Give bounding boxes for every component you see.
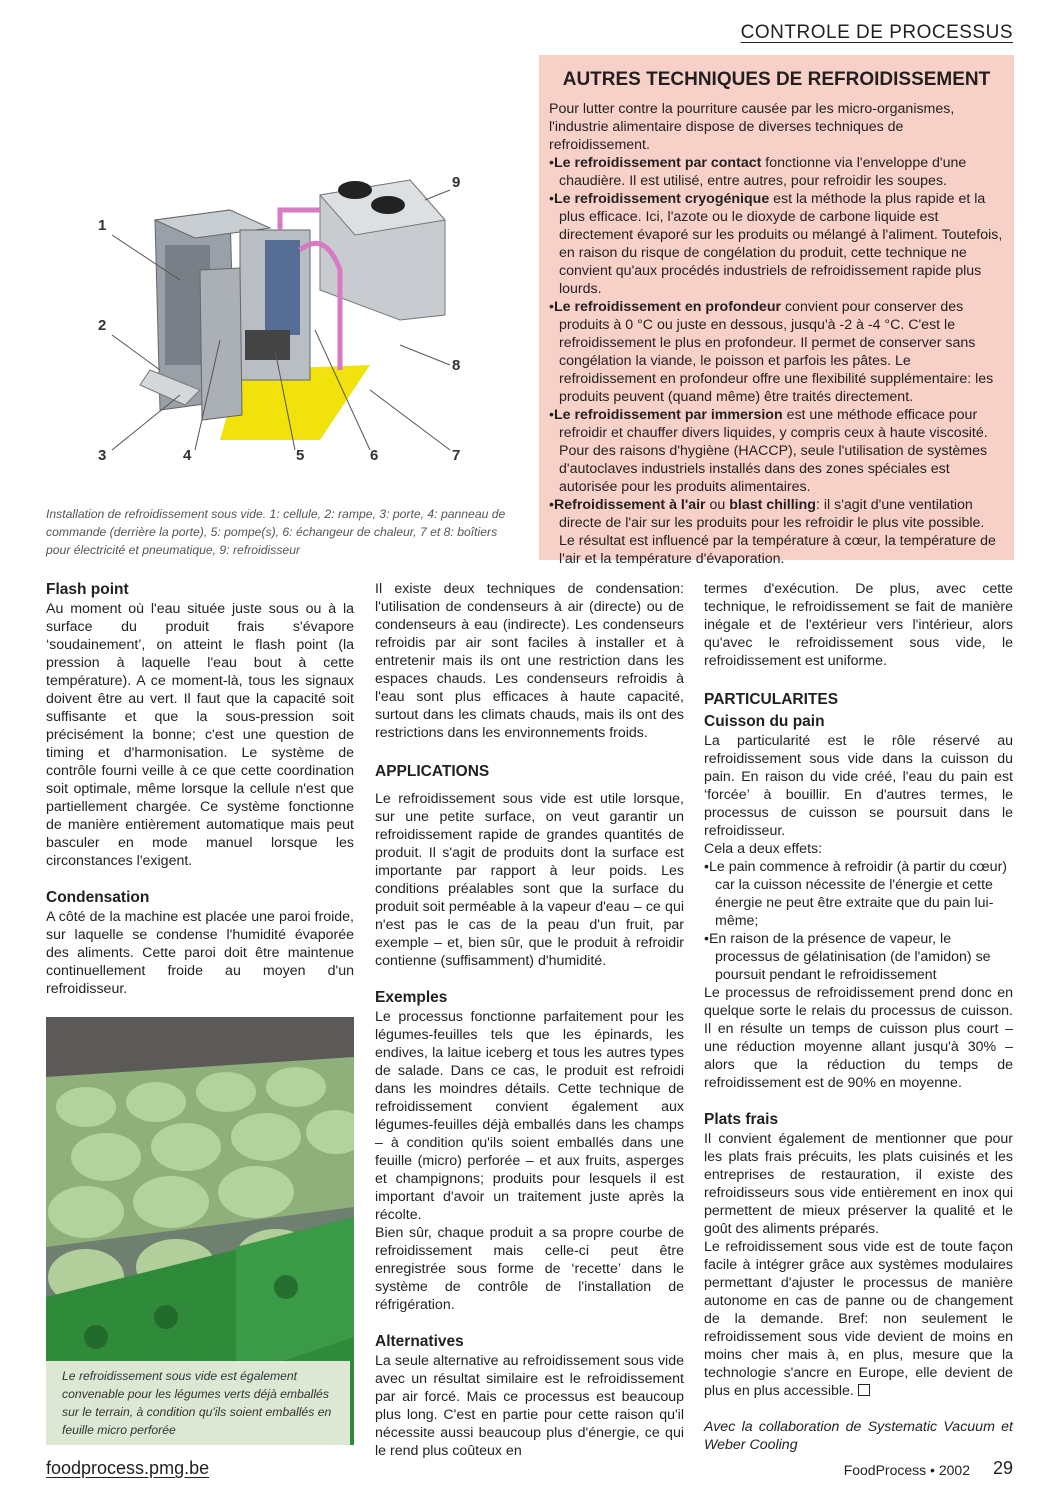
sidebar-box — [539, 55, 1014, 567]
label-1: 1 — [98, 217, 107, 234]
sidebar-item-text: : il s'agit d'une ventilation directe de l'air sur les produits pour les refroidir le plus vite possible. Le résultat est influencé par la température à cœur, la température de l'air et la température d'évaporation. — [559, 497, 996, 567]
sidebar-item: •Refroidissement à l'air ou blast chilling: il s'agit d'une ventilation directe de l'air sur les produits pour les refroidir le plus vite possible. Le résultat est influencé par la température à cœur, la température de l'air et la température d'évaporation. — [549, 497, 996, 567]
credit: Avec la collaboration de Systematic Vacuum et Weber Cooling — [704, 1419, 1013, 1453]
condensation-heading: Condensation — [46, 889, 150, 906]
condensation-text: A côté de la machine est placée une paroi froide, sur laquelle se condense l'humidité évaporée des aliments. Cette paroi doit être maintenue continuellement froide au moyen d'un refroidisseur. — [46, 909, 354, 997]
page-number: 29 — [992, 1458, 1013, 1478]
end-mark-icon — [858, 1384, 870, 1396]
photo-caption: Le refroidissement sous vide est également convenable pour les légumes verts déjà emballés sur le terrain, à condition qu'ils soient emballés en feuille micro perforée — [46, 1361, 350, 1445]
sidebar-item-term: Le refroidissement en profondeur — [553, 299, 782, 315]
heat-exchanger — [265, 240, 300, 335]
sidebar-item: •Le refroidissement par immersion est une méthode efficace pour refroidir et chauffer divers liquides, y compris ceux à haute viscosité. Pour des raisons d'hygiène (HACCP), seule l'utilisation de systèmes d'autoclaves industriels installés dans des zones spéciales est autorisée pour les produits alimentaires. — [549, 407, 988, 495]
sidebar-item-term: blast chilling — [729, 497, 816, 513]
sidebar-list — [549, 154, 1004, 568]
cuisson-heading: Cuisson du pain — [704, 713, 825, 730]
sidebar-item-term: Le refroidissement cryogénique — [553, 191, 770, 207]
sidebar-item: •Le refroidissement cryogénique est la méthode la plus rapide et la plus efficace. Ici, l'azote ou le dioxyde de carbone liquide est directement évaporé sur les produits ou mélangé à l'aliment. Toutefois, en raison du risque de congélation du produit, cette technique ne convient qu'aux procédés industriels de refroidissement rapide plus lourds. — [549, 191, 1003, 297]
column-3 — [704, 580, 1013, 1454]
effet-bullet: •En raison de la présence de vapeur, le processus de gélatinisation (de l'amidon) se poursuit pendant le refroidissement — [704, 931, 991, 983]
examples-text: Le processus fonctionne parfaitement pour les légumes-feuilles tels que les épinards, les endives, la laitue iceberg et tous les autres types de salade. Dans ce cas, le produit est refroidi dans les moindres détails. Cette technique de refroidissement convient également aux légumes-feuilles déjà emballés dans les champs – à condition qu'ils soient emballés dans une feuille (micro) perforée – et aux fruits, asperges et champignons; produits pour lesquels il est important d'avoir un traitement juste après la récolte. — [375, 1009, 684, 1223]
door — [200, 268, 242, 420]
label-5: 5 — [296, 447, 305, 464]
fan-icon — [371, 196, 405, 214]
examples-heading: Exemples — [375, 989, 448, 1006]
plats-frais-heading: Plats frais — [704, 1111, 779, 1128]
examples-text-2: Bien sûr, chaque produit a sa propre courbe de refroidissement mais celle-ci peut être enregistrée sous forme de ‘recette’ dans le système de contrôle de l'installation de réfrigération. — [375, 1225, 684, 1313]
label-3: 3 — [98, 447, 107, 464]
effets-text: Cela a deux effets: — [704, 841, 823, 857]
label-7: 7 — [452, 447, 461, 464]
column-1 — [46, 580, 354, 998]
alternatives-text: La seule alternative au refroidissement sous vide avec un résultat similaire est le refroidissement par air forcé. Mais ce processus est beaucoup plus long. C'est en partie pour cette raison qu'il nécessite aussi beaucoup plus d'énergie, ce qui le rend plus coûteux en — [375, 1353, 684, 1459]
sidebar-item-text: est une méthode efficace pour refroidir et chauffer divers liquides, y compris ceux à haute viscosité. Pour des raisons d'hygiène (HACCP), seule l'utilisation de systèmes d'autoclaves industriels installés dans des zones spéciales est autorisée pour les produits alimentaires. — [559, 407, 988, 495]
sidebar-item-text: fonctionne via l'enveloppe d'une chaudière. Il est utilisé, entre autres, pour refroidir les soupes. — [559, 155, 967, 189]
cuisson-text: La particularité est le rôle réservé au refroidissement sous vide dans la cuisson du pain. En raison du vide créé, l'eau du pain est ‘forcée’ à bouillir. En d'autres termes, le processus de cuisson se poursuit dans le refroidisseur. — [704, 733, 1013, 839]
flash-point-text: Au moment où l'eau située juste sous ou à la surface du produit frais s'évapore ‘soudainement’, on atteint le flash point (la pression à laquelle l'eau bout à cette température). A ce moment-là, tous les signaux doivent être au vert. Il faut que la capacité soit suffisante et que la sous-pression soit précisément la bonne; c'est une question de timing et d'harmonisation. Le système de contrôle fourni veille à ce que cette coordination soit optimale, même lorsque la cellule n'est que partiellement chargée. Ce système fonctionne de manière entièrement automatique mais peut basculer en mode manuel lorsque les circonstances l'exigent. — [46, 601, 354, 869]
fan-icon — [338, 181, 372, 199]
lettuce-photo — [46, 1017, 354, 1445]
section-header: CONTROLE DE PROCESSUS — [740, 22, 1013, 43]
label-2: 2 — [98, 317, 107, 334]
column-2 — [375, 580, 684, 1460]
sidebar-item-term: Le refroidissement par immersion — [553, 407, 783, 423]
pump — [245, 330, 290, 360]
label-4: 4 — [183, 447, 192, 464]
label-8: 8 — [452, 357, 461, 374]
sidebar-item-text: convient pour conserver des produits à 0 °C ou juste en dessous, jusqu'à -2 à -4 °C. C'est le refroidissement le plus en profondeur. Il permet de conserver sans congélation la viande, le poisson et parfois les pâtes. Le refroidissement en profondeur offre une flexibilité supplémentaire: les produits peuvent (quand même) être traités directement. — [559, 299, 994, 405]
sidebar-item: •Le refroidissement en profondeur convient pour conserver des produits à 0 °C ou juste en dessous, jusqu'à -2 à -4 °C. C'est le refroidissement le plus en profondeur. Il permet de conserver sans congélation la viande, le poisson et parfois les pâtes. Le refroidissement en profondeur offre une flexibilité supplémentaire: les produits peuvent (quand même) être traités directement. — [549, 299, 994, 405]
cuisson-text-2: Le processus de refroidissement prend donc en quelque sorte le relais du processus de cuisson. Il en résulte un temps de cuisson plus court – une réduction moyenne allant jusqu'à 30% – alors que la réduction du temps de refroidissement est de 90% en moyenne. — [704, 985, 1013, 1091]
label-6: 6 — [370, 447, 379, 464]
plats-frais-text-2 — [704, 1238, 1013, 1400]
figure-caption: Installation de refroidissement sous vide. 1: cellule, 2: rampe, 3: porte, 4: panneau de commande (derrière la porte), 5: pompe(s), 6: échangeur de chaleur, 7 et 8: boîtiers pour électricité et pneumatique, 9: refroidisseur — [46, 507, 506, 557]
condensation-techniques-text: Il existe deux techniques de condensation: l'utilisation de condenseurs à air (directe) ou de condenseurs à eau (indirecte). Les condenseurs refroidis par air sont faciles à installer et à entretenir mais ils ont une restriction dans les espaces chauds. Les condenseurs refroidis à l'eau sont plus efficaces à haute capacité, surtout dans les climats chauds, mais ils ont des restrictions dans les environnements froids. — [375, 581, 684, 741]
installation-diagram — [70, 140, 510, 480]
plats-frais-text: Il convient également de mentionner que pour les plats frais précuits, les plats cuisinés et les entreprises de restauration, il existe des refroidisseurs sous vide entièrement en inox qui permettent de mieux préserver la qualité et le goût des aliments préparés. — [704, 1131, 1013, 1237]
applications-text: Le refroidissement sous vide est utile lorsque, sur une petite surface, on veut garantir un refroidissement rapide de grandes quantités de produit. Il s'agit de produits dont la surface est importante par rapport à leur poids. Les conditions préalables sont que la surface du produit soit perméable à la vapeur d'eau – ce qui n'est pas le cas de la peau d'un fruit, par exemple – et, bien sûr, que le produit à refroidir contienne (suffisamment) d'humidité. — [375, 791, 684, 969]
sidebar-item-text: ou — [705, 497, 730, 513]
continuation-text: termes d'exécution. De plus, avec cette technique, le refroidissement se fait de manière inégale et de l'extérieur vers l'intérieur, alors qu'avec le refroidissement sous vide, le refroidissement est uniforme. — [704, 581, 1013, 669]
flash-point-heading: Flash point — [46, 581, 129, 598]
sidebar-item: •Le refroidissement par contact fonctionne via l'enveloppe d'une chaudière. Il est utilisé, entre autres, pour refroidir les soupes. — [549, 155, 967, 189]
sidebar-item-term: Refroidissement à l'air — [553, 497, 706, 513]
plats-frais-text-2-body: Le refroidissement sous vide est de toute façon facile à intégrer grâce aux systèmes modulaires permettant d'ajuster le processus de manière autonome en cas de panne ou de changement de la demande. Bref: non seulement le refroidissement sous vide devient de moins en moins cher mais à, en plus, mesure que la technologie s'ancre en Europe, elle devient de plus en plus accessible. — [704, 1239, 1013, 1399]
sidebar-intro: Pour lutter contre la pourriture causée par les micro-organismes, l'industrie alimentaire dispose de diverses techniques de refroidissement. — [549, 101, 955, 153]
sidebar-title: AUTRES TECHNIQUES DE REFROIDISSEMENT — [562, 69, 991, 90]
sidebar-item-term: Le refroidissement par contact — [553, 155, 762, 171]
sidebar-item-text: est la méthode la plus rapide et la plus efficace. Ici, l'azote ou le dioxyde de carbone liquide est directement évaporé sur les produits ou mélangé à l'aliment. Toutefois, en raison du risque de congélation du produit, cette technique ne convient qu'aux procédés industriels de refroidissement rapide plus lourds. — [559, 191, 1003, 297]
label-9: 9 — [452, 174, 461, 191]
applications-heading: APPLICATIONS — [375, 763, 490, 780]
footer-magazine: FoodProcess • 2002 — [843, 1462, 970, 1478]
effet-bullet: •Le pain commence à refroidir (à partir du cœur) car la cuisson nécessite de l'énergie et cette énergie ne peut être extraite que du pain lui-même; — [704, 859, 1008, 929]
alternatives-heading: Alternatives — [375, 1333, 464, 1350]
particularites-heading: PARTICULARITES — [704, 691, 839, 708]
footer-url[interactable]: foodprocess.pmg.be — [46, 1458, 210, 1478]
